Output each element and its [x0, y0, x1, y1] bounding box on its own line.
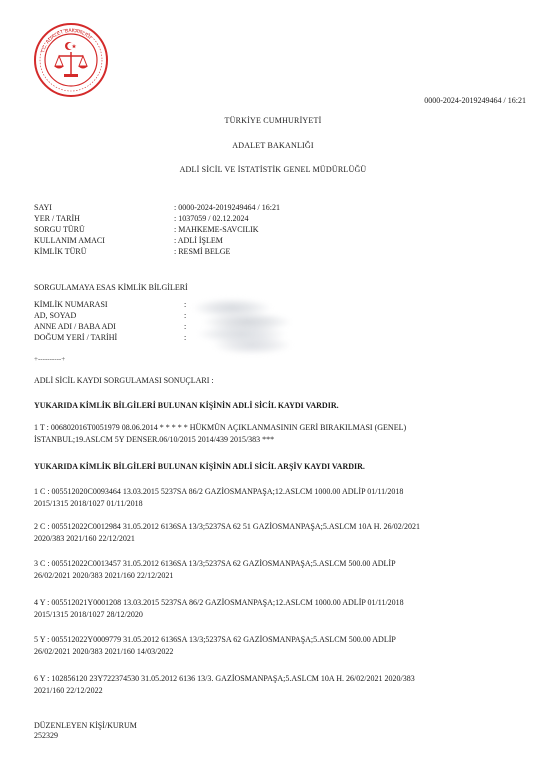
identity-label: AD, SOYAD [34, 311, 77, 320]
identity-colon: : [184, 300, 187, 309]
ministry-seal [33, 22, 109, 98]
archive-line-1: 3 C : 005512022C0013457 31.05.2012 6136SA 13/3;5237SA 62 GAZİOSMANPAŞA;5.ASLCM 500.00 ADLİP [34, 559, 396, 568]
archive-record [34, 521, 524, 545]
meta-value: : 1037059 / 02.12.2024 [174, 214, 249, 223]
archive-heading: YUKARIDA KİMLİK BİLGİLERİ BULUNAN KİŞİNİN ADLİ SİCİL ARŞİV KAYDI VARDIR. [34, 462, 365, 471]
meta-label: YER / TARİH [34, 214, 80, 223]
meta-row [34, 235, 280, 246]
issuer-code: 252329 [34, 731, 58, 740]
record-entry [34, 422, 524, 446]
meta-row [34, 224, 280, 235]
meta-label: SORGU TÜRÜ [34, 225, 85, 234]
meta-row [34, 213, 280, 224]
redacted-identity-values [192, 298, 292, 354]
meta-row [34, 246, 280, 257]
meta-label: SAYI [34, 203, 52, 212]
archive-record [34, 597, 524, 621]
query-meta [34, 202, 280, 257]
record-line: İSTANBUL;19.ASLCM 5Y DENSER.06/10/2015 2014/439 2015/383 *** [34, 435, 275, 444]
archive-line-2: 2015/1315 2018/1027 28/12/2020 [34, 610, 143, 619]
archive-line-2: 2020/383 2021/160 22/12/2021 [34, 534, 135, 543]
archive-record [34, 634, 524, 658]
identity-colon: : [184, 311, 187, 320]
meta-value: : MAHKEME-SAVCILIK [174, 225, 259, 234]
identity-colon: : [184, 333, 187, 342]
archive-line-1: 1 C : 005512020C0093464 13.03.2015 5237SA 86/2 GAZİOSMANPAŞA;12.ASLCM 1000.00 ADLİP 01/11/2018 [34, 487, 404, 496]
record-line: 1 T : 006802016T0051979 08.06.2014 * * * * * HÜKMÜN AÇIKLANMASININ GERİ BIRAKILMASI (GENEL) [34, 423, 407, 432]
meta-row [34, 202, 280, 213]
record-heading: YUKARIDA KİMLİK BİLGİLERİ BULUNAN KİŞİNİN ADLİ SİCİL KAYDI VARDIR. [34, 401, 339, 410]
document-number: 0000-2024-2019249464 / 16:21 [424, 96, 526, 105]
header-directorate: ADLİ SİCİL VE İSTATİSTİK GENEL MÜDÜRLÜĞÜ [179, 165, 367, 174]
archive-line-2: 26/02/2021 2020/383 2021/160 14/03/2022 [34, 647, 174, 656]
separator-line: +----------+ [34, 355, 66, 363]
results-title: ADLİ SİCİL KAYDI SORGULAMASI SONUÇLARI : [34, 376, 214, 385]
archive-line-1: 5 Y : 005512022Y0009779 31.05.2012 6136SA 13/3;5237SA 62 GAZİOSMANPAŞA;5.ASLCM 500.00 ADLİP [34, 635, 396, 644]
identity-row [34, 310, 192, 321]
archive-line-1: 6 Y : 102856120 23Y722374530 31.05.2012 6136 13/3. GAZİOSMANPAŞA;5.ASLCM 10A H. 26/02/2021 2020/383 [34, 674, 415, 683]
footer [34, 721, 137, 741]
meta-label: KULLANIM AMACI [34, 236, 105, 245]
identity-fields [34, 299, 192, 343]
identity-colon: : [184, 322, 187, 331]
identity-label: ANNE ADI / BABA ADI [34, 322, 116, 331]
header-republic: TÜRKİYE CUMHURİYETİ [224, 116, 322, 125]
meta-value: : 0000-2024-2019249464 / 16:21 [174, 203, 280, 212]
archive-line-1: 4 Y : 005512021Y0001208 13.03.2015 5237SA 86/2 GAZİOSMANPAŞA;12.ASLCM 1000.00 ADLİP 01/11/2018 [34, 598, 404, 607]
seal-lettering: T.C. ADALET BAKANLIĞI [40, 27, 93, 54]
identity-section-title: SORGULAMAYA ESAS KİMLİK BİLGİLERİ [34, 283, 188, 292]
archive-line-2: 26/02/2021 2020/383 2021/160 22/12/2021 [34, 571, 174, 580]
meta-label: KİMLİK TÜRÜ [34, 247, 87, 256]
header-ministry: ADALET BAKANLIĞI [232, 141, 314, 150]
meta-value: : RESMİ BELGE [174, 247, 231, 256]
meta-value: : ADLİ İŞLEM [174, 236, 223, 245]
archive-record [34, 673, 524, 697]
archive-line-2: 2015/1315 2018/1027 01/11/2018 [34, 499, 143, 508]
identity-label: DOĞUM YERİ / TARİHİ [34, 333, 118, 342]
issuer-label: DÜZENLEYEN KİŞİ/KURUM [34, 721, 137, 730]
archive-record [34, 486, 524, 510]
identity-row [34, 299, 192, 310]
identity-label: KİMLİK NUMARASI [34, 300, 108, 309]
archive-record [34, 558, 524, 582]
identity-row [34, 332, 192, 343]
identity-row [34, 321, 192, 332]
archive-line-2: 2021/160 22/12/2022 [34, 686, 103, 695]
archive-line-1: 2 C : 005512022C0012984 31.05.2012 6136SA 13/3;5237SA 62 51 GAZİOSMANPAŞA;5.ASLCM 10A H. 26/02/2021 [34, 522, 420, 531]
